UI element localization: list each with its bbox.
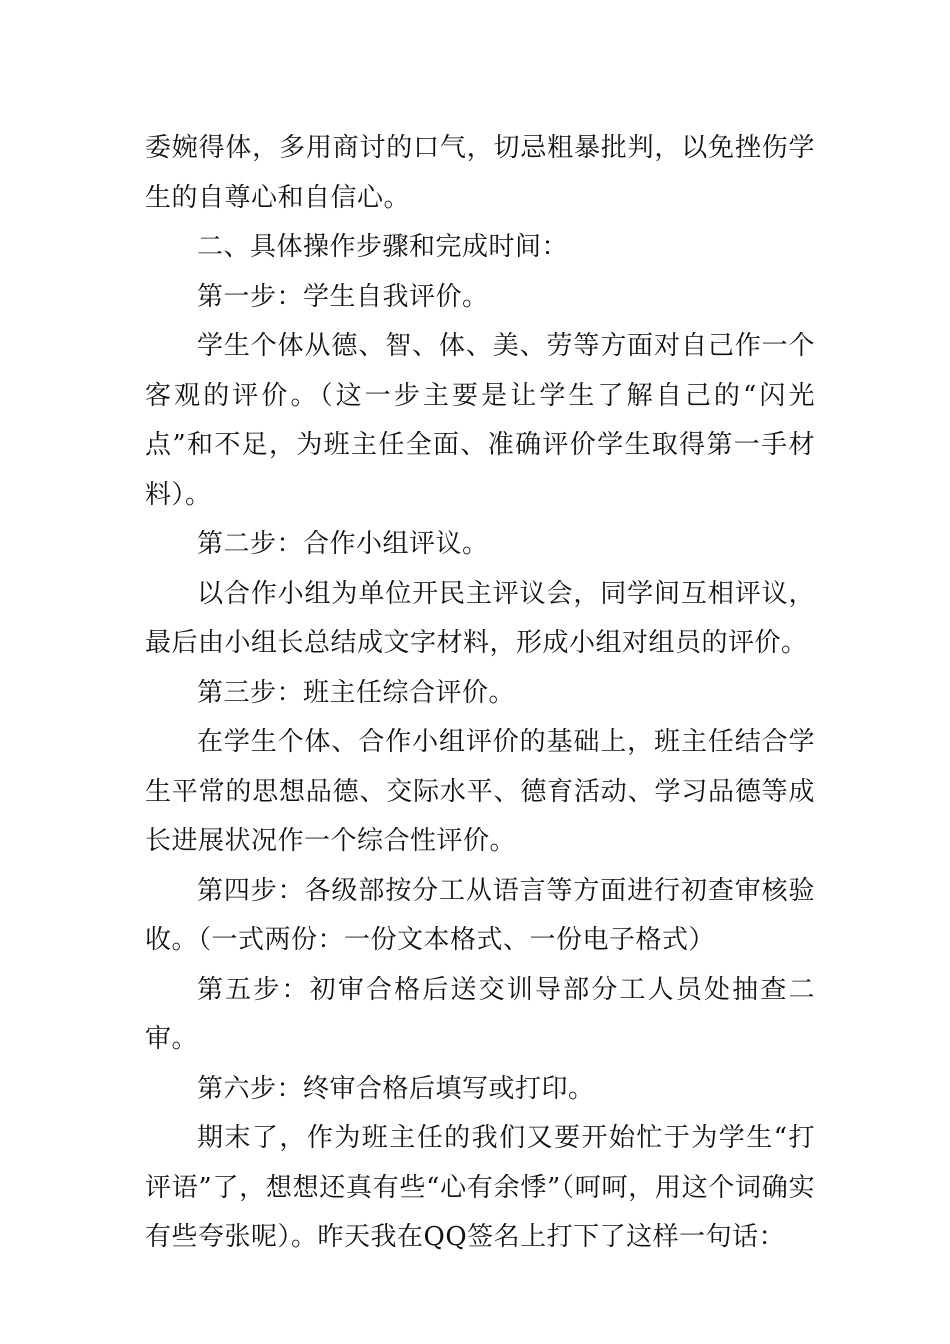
section-heading-steps: 二、具体操作步骤和完成时间： [197,232,569,262]
step-1-body: 学生个体从德、智、体、美、劳等方面对自己作一个客观的评价。（这一步主要是让学生了解自己的“闪光点”和不足，为班主任全面、准确评价学生取得第一手材料）。 [145,331,815,510]
document-body [145,124,815,1263]
step-2-body: 以合作小组为单位开民主评议会，同学间互相评议，最后由小组长总结成文字材料，形成小组对组员的评价。 [145,578,815,658]
step-1-heading: 第一步：学生自我评价。 [197,281,489,312]
step-2-heading: 第二步：合作小组评议。 [197,529,489,559]
step-6-paragraph: 第六步：终审合格后填写或打印。 [197,1073,595,1104]
step-3-heading: 第三步：班主任综合评价。 [197,677,516,708]
closing-paragraph: 期末了，作为班主任的我们又要开始忙于为学生“打评语”了，想想还真有些“心有余悸”（呵呵，用这个词确实有些夸张呢）。昨天我在QQ签名上打下了这样一句话： [145,1123,815,1252]
step-5-paragraph: 第五步：初审合格后送交训导部分工人员处抽查二审。 [145,974,815,1054]
step-4-paragraph: 第四步：各级部按分工从语言等方面进行初查审核验收。（一式两份：一份文本格式、一份电子格式） [145,875,815,955]
paragraph-continuation: 委婉得体，多用商讨的口气，切忌粗暴批判，以免挫伤学生的自尊心和自信心。 [145,133,815,213]
step-3-body: 在学生个体、合作小组评价的基础上，班主任结合学生平常的思想品德、交际水平、德育活动、学习品德等成长进展状况作一个综合性评价。 [145,727,815,856]
